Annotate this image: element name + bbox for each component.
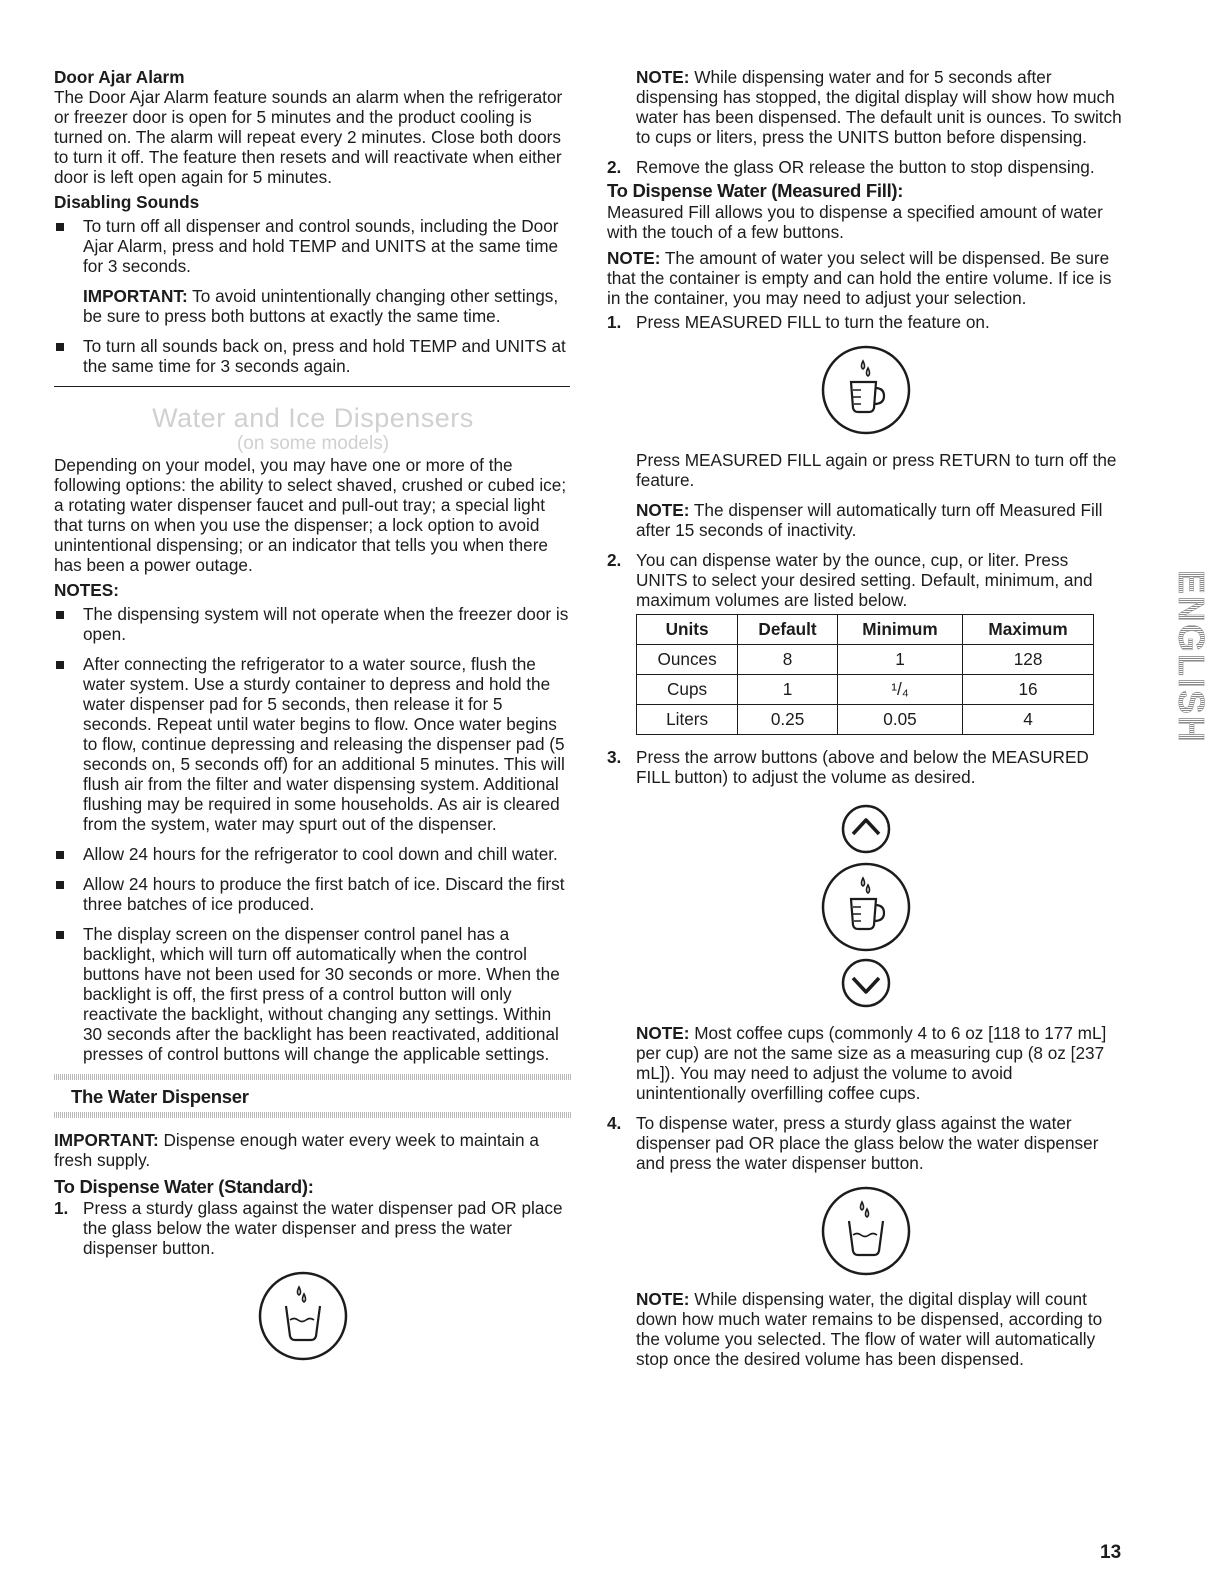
table-cell: ¹/₄ (837, 675, 962, 705)
note-label: NOTE: (607, 248, 661, 268)
important-label: IMPORTANT: (54, 1130, 159, 1150)
list-item: To turn all sounds back on, press and hold TEMP and UNITS at the same time for 3 seconds again. (54, 336, 572, 376)
list-item (607, 747, 1122, 1103)
table-cell: 1 (837, 645, 962, 675)
table-cell: 8 (738, 645, 838, 675)
table-cell: 0.25 (738, 705, 838, 735)
important-label: IMPORTANT: (83, 286, 188, 306)
list-item (54, 216, 572, 326)
note-label: NOTE: (636, 1289, 690, 1309)
table-cell: 1 (738, 675, 838, 705)
note-text: While dispensing water and for 5 seconds after dispensing has stopped, the digital display will show how much water has been dispensed. The default unit is ounces. To switch to cups or liters, press the UNITS button before dispensing. (636, 67, 1122, 147)
list-item: Allow 24 hours to produce the first batch of ice. Discard the first three batches of ice produced. (54, 874, 572, 914)
step-number: 4. (607, 1113, 622, 1133)
table-header: Maximum (963, 615, 1094, 645)
list-item: The display screen on the dispenser control panel has a backlight, which will turn off automatically when the control buttons have not been used for 30 seconds or more. When the backlight is off, the first press of a control button will only reactivate the backlight, without changing any settings. Within 30 seconds after the backlight has been reactivated, additional presses of control buttons will change the applicable settings. (54, 924, 572, 1064)
right-column (607, 62, 1122, 1369)
step-number: 1. (607, 312, 622, 332)
note-label: NOTE: (636, 1023, 690, 1043)
step-text: Press the arrow buttons (above and below the MEASURED FILL button) to adjust the volume as desired. (636, 747, 1089, 787)
note-text: The dispenser will automatically turn off Measured Fill after 15 seconds of inactivity. (636, 500, 1103, 540)
table-row (637, 675, 1094, 705)
important-text: Dispense enough water every week to maintain a fresh supply. (54, 1130, 539, 1170)
water-glass-icon (257, 1270, 349, 1362)
list-item (607, 312, 1122, 540)
table-cell: Cups (637, 675, 738, 705)
arrow-down-icon (840, 957, 892, 1009)
standard-steps-continued (607, 157, 1122, 177)
measured-fill-steps-continued (607, 747, 1122, 1369)
water-dispenser-heading: The Water Dispenser (71, 1086, 249, 1107)
table-header-row (637, 615, 1094, 645)
table-cell: 4 (963, 705, 1094, 735)
table-cell: 0.05 (837, 705, 962, 735)
step-number: 1. (54, 1198, 69, 1218)
note-measured-volume (607, 248, 1122, 308)
notes-list (54, 604, 572, 1064)
note-label: NOTE: (636, 500, 690, 520)
note-inactivity (636, 500, 1122, 540)
table-header: Units (637, 615, 738, 645)
list-item (607, 550, 1122, 610)
measured-fill-intro: Measured Fill allows you to dispense a specified amount of water with the touch of a few buttons. (607, 202, 1103, 242)
table-cell: Liters (637, 705, 738, 735)
disabling-sounds-heading: Disabling Sounds (54, 192, 200, 212)
disabling-step-off: To turn off all dispenser and control sounds, including the Door Ajar Alarm, press and hold TEMP and UNITS at the same time for 3 seconds. (83, 216, 559, 276)
list-item (607, 157, 1122, 177)
list-item: The dispensing system will not operate when the freezer door is open. (54, 604, 572, 644)
important-text: To avoid unintentionally changing other settings, be sure to press both buttons at exactly the same time. (83, 286, 559, 326)
water-important (54, 1130, 572, 1170)
note-text: While dispensing water, the digital display will count down how much water remains to be dispensed, according to the volume you selected. The flow of water will automatically stop once the desired volume has been dispensed. (636, 1289, 1103, 1369)
table-header: Default (738, 615, 838, 645)
step-number: 3. (607, 747, 622, 767)
note-countdown (636, 1289, 1122, 1369)
volume-table (636, 614, 1094, 735)
table-cell: 16 (963, 675, 1094, 705)
measured-fill-heading: To Dispense Water (Measured Fill): (607, 180, 904, 201)
left-column (54, 62, 572, 1362)
notes-heading: NOTES: (54, 580, 119, 600)
table-row (637, 645, 1094, 675)
standard-heading: To Dispense Water (Standard): (54, 1176, 314, 1197)
note-dispense-display (607, 67, 1122, 147)
disabling-sounds-list (54, 216, 572, 376)
dispensers-title: Water and Ice Dispensers (152, 403, 474, 433)
door-ajar-heading: Door Ajar Alarm (54, 67, 185, 87)
table-cell: 128 (963, 645, 1094, 675)
page-number: 13 (1100, 1542, 1122, 1563)
note-text: The amount of water you select will be dispensed. Be sure that the container is empty and can hold the entire volume. If ice is in the container, you may need to adjust your selection. (607, 248, 1112, 308)
list-item (54, 1198, 572, 1258)
arrow-up-icon (840, 803, 892, 855)
english-side-label (1152, 568, 1212, 793)
dispensers-intro: Depending on your model, you may have one or more of the following options: the ability to select shaved, crushed or cubed ice; a rotating water dispenser faucet and pull-out tray; a special light that turns on when you use the dispenser; a lock option to avoid unintentional dispensing; or an indicator that tells you when there has been a power outage. (54, 455, 567, 575)
step-text: Remove the glass OR release the button to stop dispensing. (636, 157, 1095, 177)
step-text: To dispense water, press a sturdy glass against the water dispenser pad OR place the glass below the water dispenser and press the water dispenser button. (636, 1113, 1099, 1173)
list-item (607, 1113, 1122, 1369)
section-divider (54, 386, 570, 387)
table-row (637, 705, 1094, 735)
measured-fill-icon (820, 861, 912, 953)
door-ajar-body: The Door Ajar Alarm feature sounds an alarm when the refrigerator or freezer door is open for 5 minutes and the product cooling is turned on. The alarm will repeat every 2 minutes. Close both doors to turn it off. The feature then resets and will reactivate when either door is left open again for 5 minutes. (54, 87, 563, 187)
disabling-important (83, 286, 572, 326)
side-label-text: ENGLISH (1171, 570, 1212, 745)
water-glass-icon (820, 1185, 912, 1277)
note-label: NOTE: (636, 67, 690, 87)
water-dispenser-rule-bottom (54, 1112, 572, 1118)
step-text: Press a sturdy glass against the water dispenser pad OR place the glass below the water dispenser and press the water dispenser button. (83, 1198, 563, 1258)
list-item: After connecting the refrigerator to a water source, flush the water system. Use a sturdy container to depress and hold the water dispenser pad for 5 seconds, then release it for 5 seconds. Repeat until water begins to flow. Once water begins to flow, continue depressing and releasing the dispenser pad (5 seconds on, 5 seconds off) for an additional 5 minutes. This will flush air from the filter and water dispensing system. Additional flushing may be required in some households. As air is cleared from the system, water may spurt out of the dispenser. (54, 654, 572, 834)
measured-fill-steps (607, 312, 1122, 610)
step-text: Press MEASURED FILL to turn the feature on. (636, 312, 990, 332)
step-text: You can dispense water by the ounce, cup, or liter. Press UNITS to select your desired setting. Default, minimum, and maximum volumes are listed below. (636, 550, 1093, 610)
step-number: 2. (607, 157, 622, 177)
table-header: Minimum (837, 615, 962, 645)
note-text: Most coffee cups (commonly 4 to 6 oz [118 to 177 mL] per cup) are not the same size as a measuring cup (8 oz [237 mL]). You may need to adjust the volume to avoid unintentionally overfilling coffee cups. (636, 1023, 1107, 1103)
step-number: 2. (607, 550, 622, 570)
note-coffee-cups (636, 1023, 1122, 1103)
measured-fill-icon (820, 344, 912, 436)
table-cell: Ounces (637, 645, 738, 675)
measured-fill-off-text: Press MEASURED FILL again or press RETURN to turn off the feature. (636, 450, 1117, 490)
dispensers-subtitle: (on some models) (236, 433, 390, 454)
list-item: Allow 24 hours for the refrigerator to cool down and chill water. (54, 844, 572, 864)
standard-steps (54, 1198, 572, 1258)
